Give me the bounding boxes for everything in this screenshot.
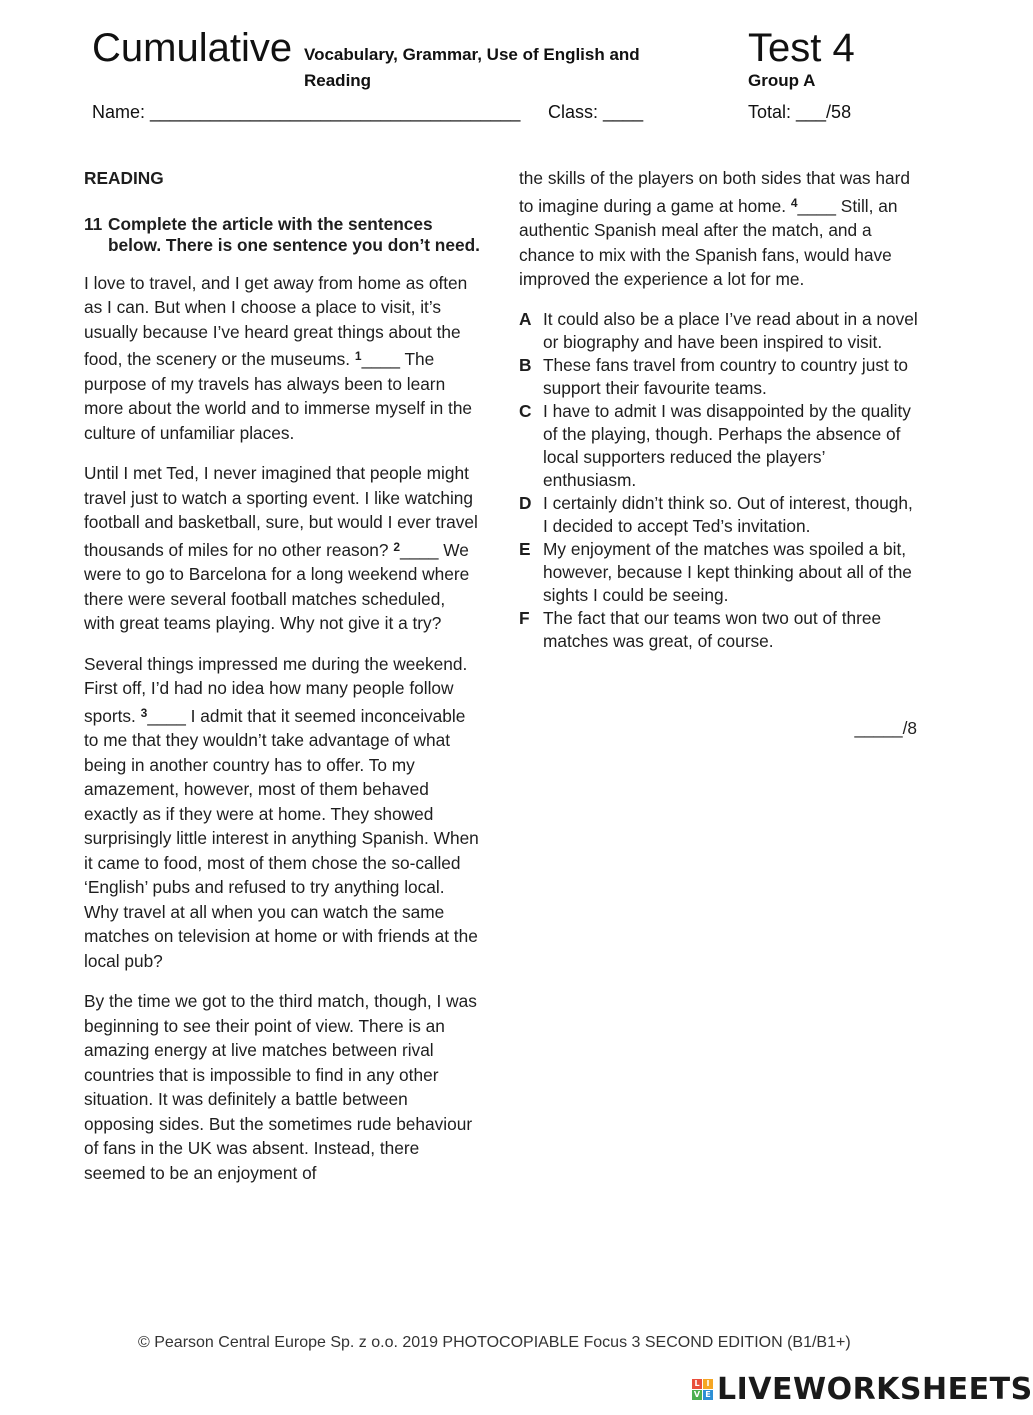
- option-letter: C: [519, 400, 532, 421]
- option-letter: E: [519, 538, 531, 559]
- option-text: I have to admit I was disappointed by the quality of the playing, though. Perhaps the absence of local supporters reduced the players’ enthusiasm.: [543, 400, 911, 490]
- group-label: Group A: [748, 71, 816, 90]
- option-d[interactable]: [519, 492, 919, 538]
- name-field: [92, 102, 520, 123]
- gap-1[interactable]: [355, 349, 400, 369]
- option-f[interactable]: [519, 607, 919, 653]
- gap-2-number: 2: [393, 539, 401, 554]
- gap-4-number: 4: [790, 195, 798, 210]
- option-text: My enjoyment of the matches was spoiled a bit, however, because I kept thinking about all of the sights I could be seeing.: [543, 538, 912, 605]
- gap-1-blank[interactable]: ____: [361, 349, 401, 369]
- article-paragraph-1: I love to travel, and I get away from home as often as I can. But when I choose a place to visit, it’s usually because I’ve heard great things about the food, the scenery or the museums. $^1$____ The purpose of my travels has always been to learn more about the world and to immerse myself in the culture of unfamiliar places.: [84, 272, 473, 443]
- subtitle-line-1: Vocabulary, Grammar, Use of English and: [304, 45, 640, 64]
- class-blank[interactable]: ____: [603, 102, 644, 122]
- copyright-footer: © Pearson Central Europe Sp. z o.o. 2019 PHOTOCOPIABLE Focus 3 SECOND EDITION (B1/B1+): [138, 1334, 851, 1351]
- article-paragraph-4-start: By the time we got to the third match, though, I was beginning to see their point of view. There is an amazing energy at live matches between rival countries that is impossible to find in any other situation. It was definitely a battle between opposing sides. But the sometimes rude behaviour of fans in the UK was absent. Instead, there seemed to be an enjoyment of: [84, 991, 477, 1183]
- gap-3-blank[interactable]: ____: [147, 705, 186, 726]
- option-letter: B: [519, 354, 532, 375]
- option-text: I certainly didn’t think so. Out of interest, though, I decided to accept Ted’s invitation.: [543, 492, 913, 536]
- sentence-options: [519, 308, 919, 653]
- option-e[interactable]: [519, 538, 919, 607]
- name-label: Name:: [92, 102, 146, 122]
- article-paragraph-4-end: the skills of the players on both sides that was hard to imagine during a game at home. $^4$____ Still, an authentic Spanish meal after the match, and a chance to mix with the Spanish fans, would have improved the experience a lot for me.: [519, 168, 910, 289]
- logo-badge-icon: [692, 1379, 713, 1400]
- total-score: Total: ___/58: [748, 102, 852, 122]
- task-number: 11: [84, 213, 103, 234]
- task-text: Complete the article with the sentences below. There is one sentence you don’t need.: [108, 213, 480, 255]
- article-paragraph-3: Several things impressed me during the weekend. First off, I’d had no idea how many people follow sports. $^3$____ I admit that it seemed inconceivable to me that they wouldn’t take advantage of what being in another country has to offer. To my amazement, however, most of them behaved exactly as if they were at home. They showed surprisingly little interest in anything Spanish. When it came to food, most of them chose the so-called ‘English’ pubs and refused to try anything local. Why travel at all when you can watch the same matches on television at home or with friends at the local pub?: [84, 653, 479, 971]
- class-field: [548, 102, 643, 123]
- gap-4[interactable]: [791, 196, 836, 216]
- option-a[interactable]: [519, 308, 919, 354]
- gap-2[interactable]: [393, 540, 438, 560]
- subtitle-line-2: Reading: [304, 71, 372, 90]
- gap-3[interactable]: [141, 706, 186, 726]
- class-label: Class:: [548, 102, 599, 122]
- logo-badge-cell: V: [693, 1390, 701, 1399]
- option-c[interactable]: [519, 400, 919, 492]
- gap-2-blank[interactable]: ____: [400, 539, 439, 560]
- option-b[interactable]: [519, 354, 919, 400]
- task-instruction: [84, 214, 480, 257]
- gap-4-blank[interactable]: ____: [797, 195, 836, 216]
- name-blank[interactable]: _____________________________________: [150, 102, 521, 122]
- option-letter: F: [519, 607, 530, 628]
- liveworksheets-logo[interactable]: [692, 1372, 1033, 1407]
- logo-badge-cell: I: [703, 1379, 713, 1389]
- logo-text: LIVEWORKSHEETS: [717, 1372, 1033, 1407]
- logo-badge-cell: L: [692, 1379, 702, 1389]
- logo-badge-cell: E: [703, 1390, 713, 1400]
- section-score[interactable]: _____/8: [854, 718, 917, 738]
- right-column: [519, 166, 919, 653]
- cumulative-title: Cumulative: [92, 26, 293, 70]
- option-text: It could also be a place I’ve read about in a novel or biography and have been inspired to visit.: [543, 308, 918, 352]
- option-text: The fact that our teams won two out of three matches was great, of course.: [543, 607, 882, 651]
- gap-3-number: 3: [140, 705, 148, 720]
- option-letter: A: [519, 308, 532, 329]
- left-column: [84, 166, 480, 1201]
- section-heading: READING: [84, 168, 164, 188]
- test-number: Test 4: [748, 26, 855, 70]
- article-paragraph-2: Until I met Ted, I never imagined that people might travel just to watch a sporting event. I like watching football and basketball, sure, but would I ever travel thousands of miles for no other reason? $^2$____ We were to go to Barcelona for a long weekend where there were several football matches scheduled, with great teams playing. Why not give it a try?: [84, 463, 478, 633]
- gap-1-number: 1: [354, 349, 362, 363]
- option-text: These fans travel from country to country just to support their favourite teams.: [543, 354, 908, 398]
- option-letter: D: [519, 492, 532, 513]
